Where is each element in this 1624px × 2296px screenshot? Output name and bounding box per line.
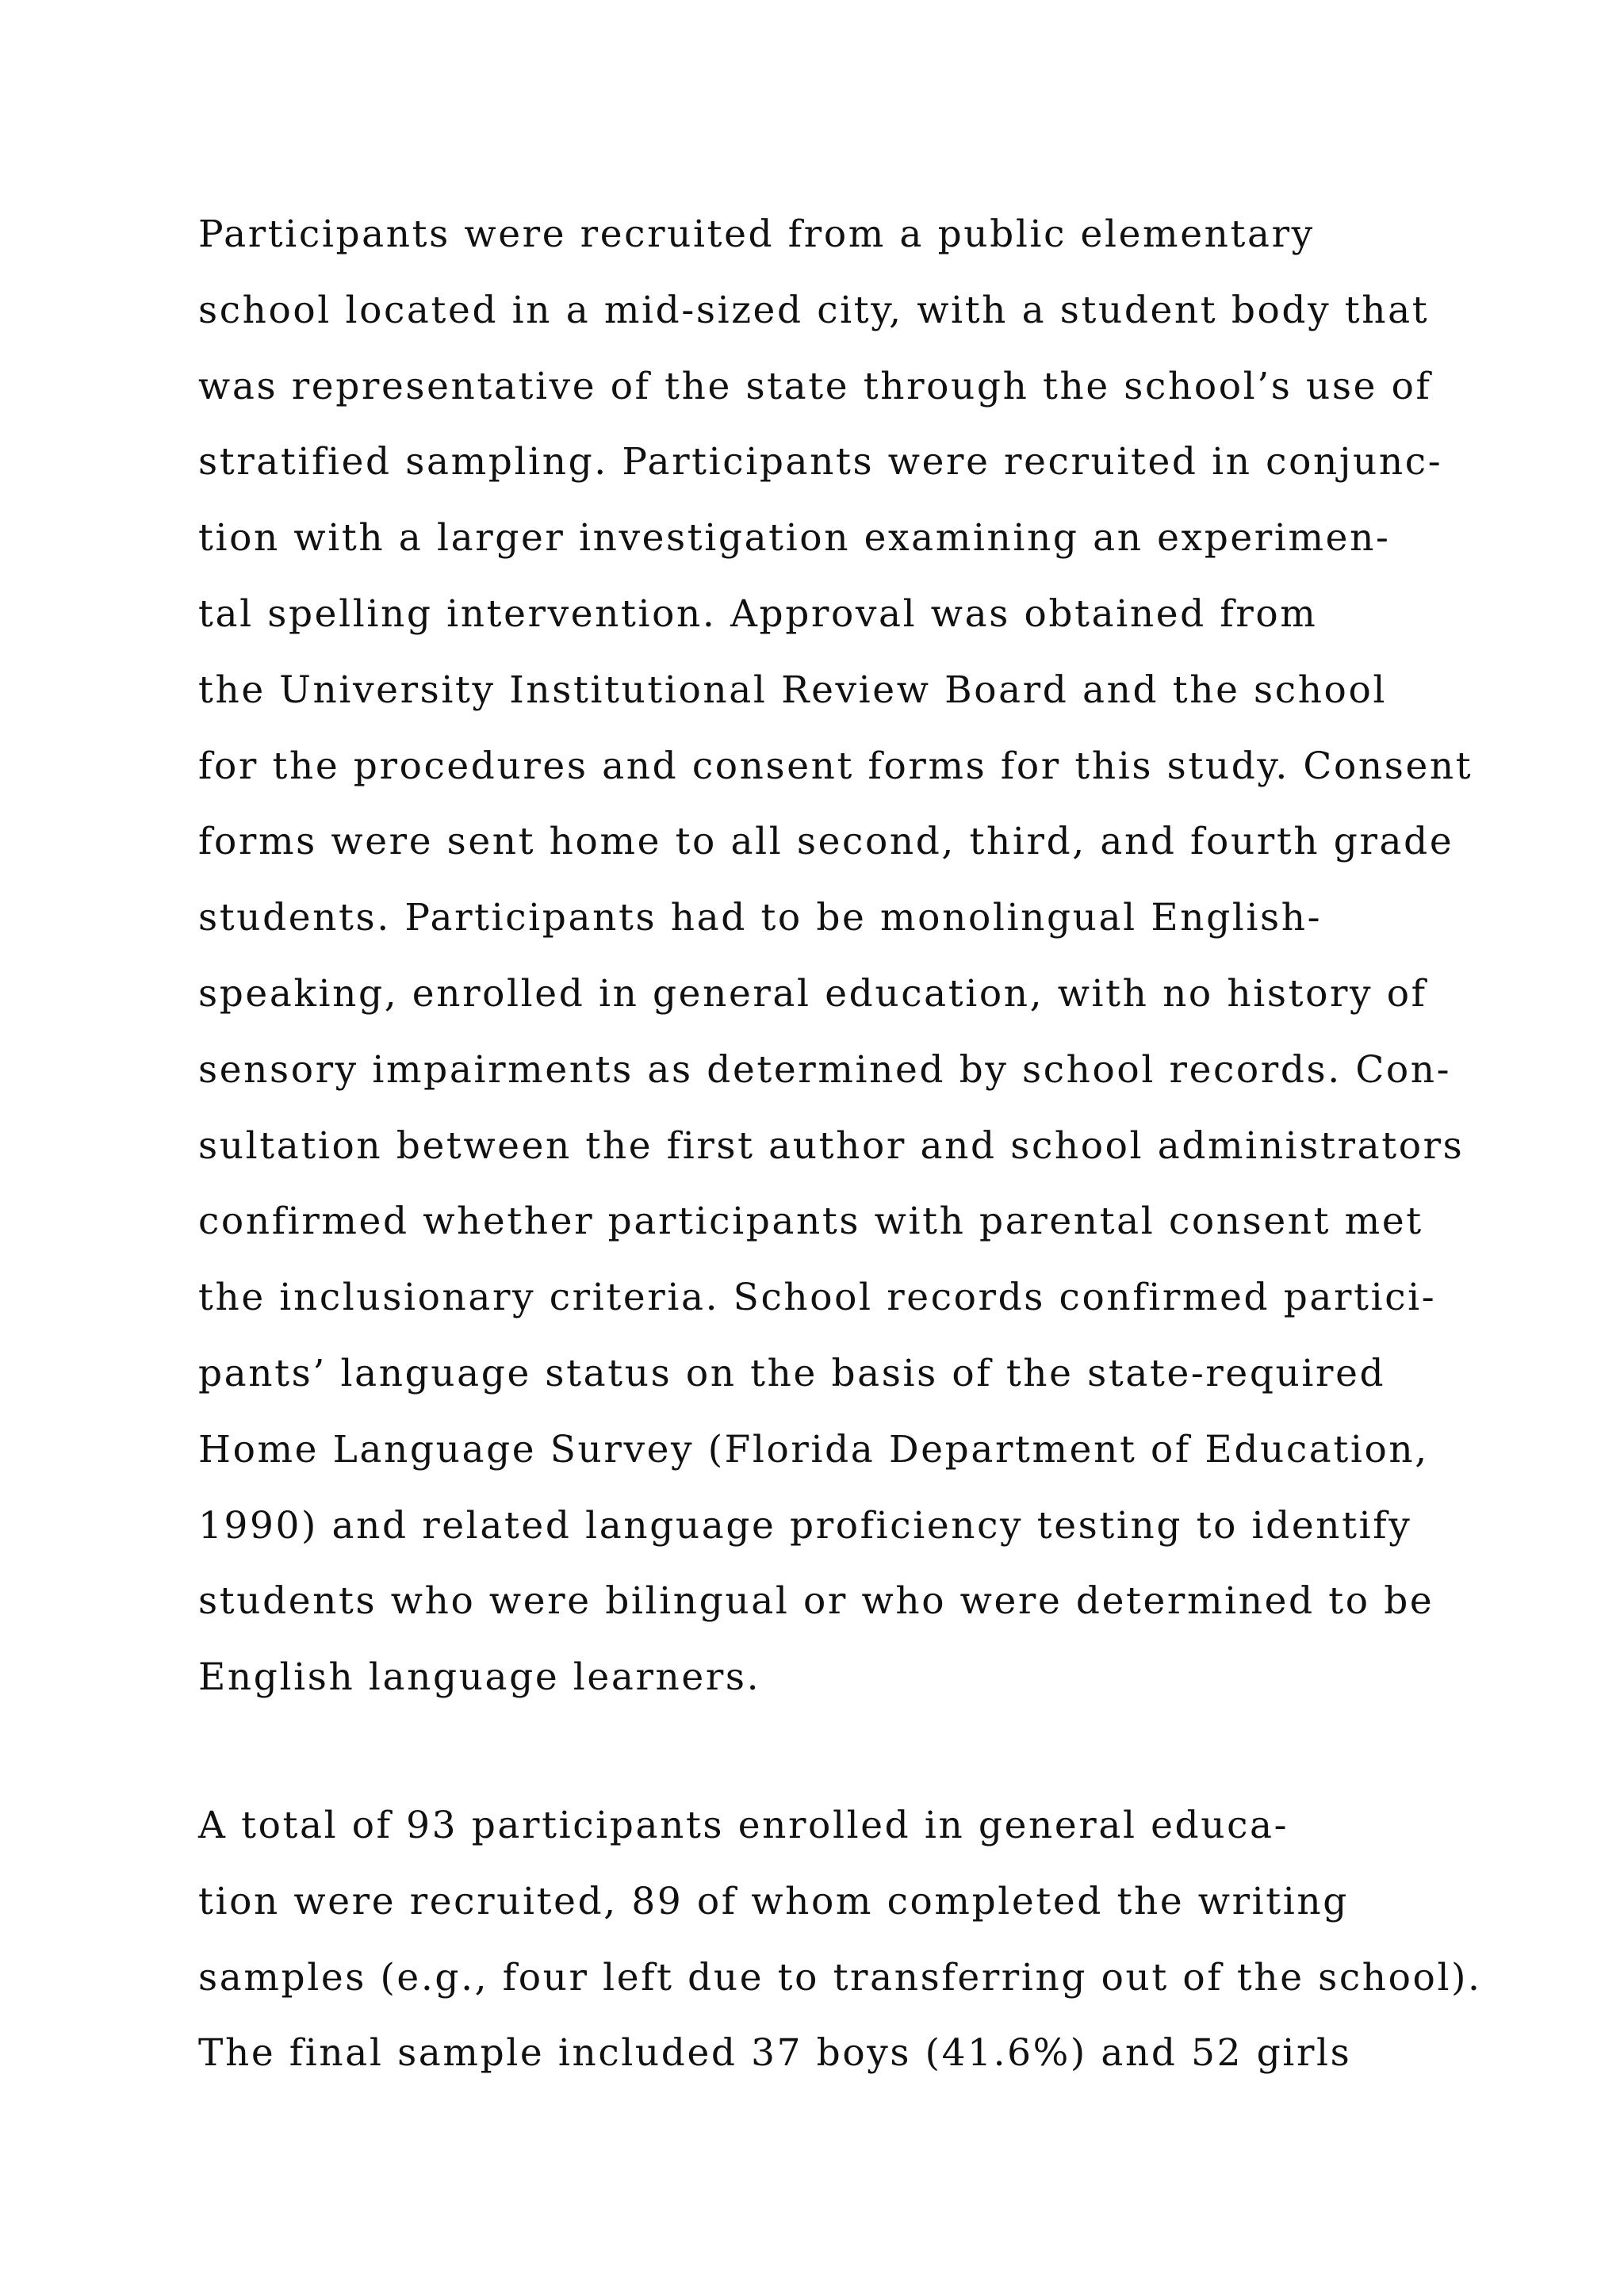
text-line: forms were sent home to all second, third, and fourth grade [198, 820, 1454, 864]
text-line: tion with a larger investigation examining an experimen- [198, 516, 1391, 561]
text-line: A total of 93 participants enrolled in general educa- [198, 1804, 1289, 1847]
text-line: the University Institutional Review Board and the school [198, 668, 1387, 712]
text-line: pants’ language status on the basis of the state-required [198, 1351, 1386, 1395]
text-line: tion were recruited, 89 of whom completed the writing [198, 1879, 1349, 1923]
text-line: sultation between the first author and school administrators [198, 1123, 1465, 1168]
text-line: students who were bilingual or who were determined to be [198, 1579, 1434, 1624]
text-line: English language learners. [198, 1655, 761, 1700]
text-line: the inclusionary criteria. School records confirmed partici- [198, 1276, 1437, 1320]
paragraph-participants-recruitment [198, 197, 1473, 1716]
text-line: sensory impairments as determined by school records. Con- [198, 1047, 1452, 1092]
text-line: 1990) and related language proficiency testing to identify [198, 1503, 1412, 1548]
text-line: speaking, enrolled in general education, with no history of [198, 971, 1427, 1016]
text-line: tal spelling intervention. Approval was obtained from [198, 591, 1318, 636]
text-line: Home Language Survey (Florida Department of Education, [198, 1427, 1429, 1471]
text-line: stratified sampling. Participants were recruited in conjunc- [198, 440, 1443, 484]
text-line: The final sample included 37 boys (41.6%) and 52 girls [198, 2031, 1352, 2076]
text-line: Participants were recruited from a public elementary [198, 212, 1315, 256]
text-line: students. Participants had to be monolingual English- [198, 896, 1323, 940]
text-line: samples (e.g., four left due to transferring out of the school). [198, 1955, 1482, 1999]
paragraph-sample-size [198, 1788, 1482, 2091]
text-line: for the procedures and consent forms for this study. Consent [198, 744, 1473, 788]
text-line: confirmed whether participants with parental consent met [198, 1200, 1423, 1244]
text-line: was representative of the state through the school’s use of [198, 364, 1432, 408]
text-line: school located in a mid-sized city, with a student body that [198, 288, 1430, 332]
